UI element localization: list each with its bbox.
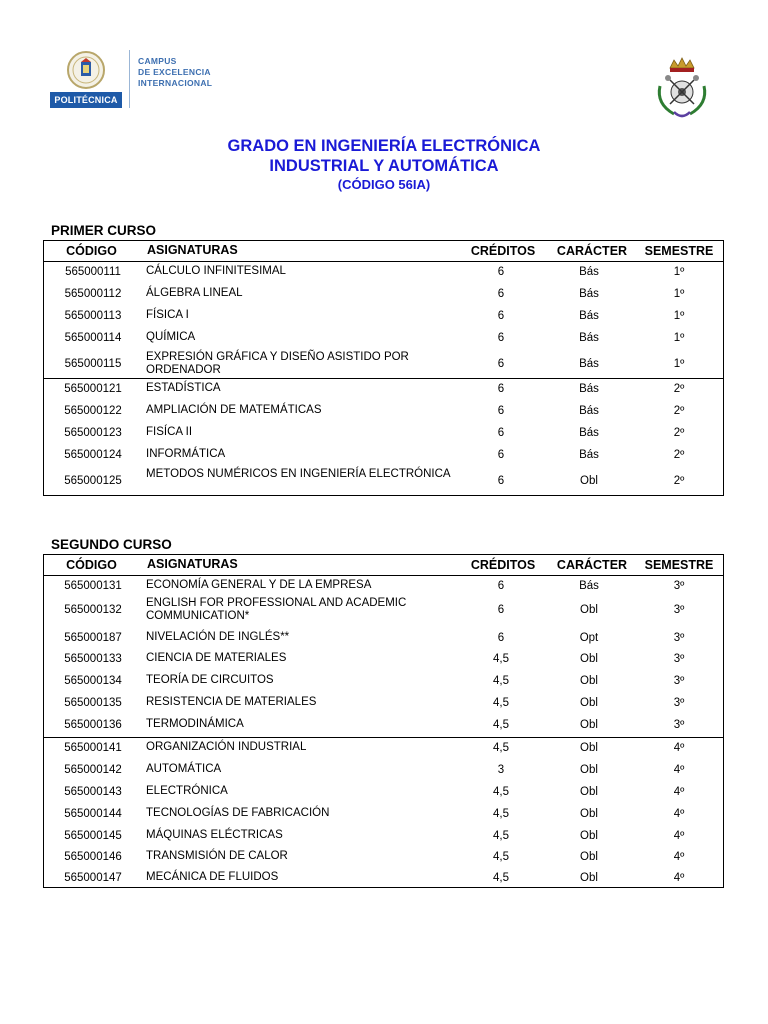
subject-name: MECÁNICA DE FLUIDOS bbox=[146, 871, 279, 883]
subject-type: Obl bbox=[580, 851, 598, 863]
subject-code: 565000146 bbox=[64, 851, 122, 863]
school-crest-icon bbox=[650, 56, 714, 122]
subject-credits: 6 bbox=[497, 449, 505, 461]
subject-credits: 4,5 bbox=[493, 786, 509, 798]
section-title-first-year: PRIMER CURSO bbox=[51, 223, 157, 238]
subject-type: Bás bbox=[579, 427, 599, 439]
subject-code: 565000132 bbox=[64, 604, 122, 616]
subject-code: 565000124 bbox=[64, 449, 122, 461]
table-row bbox=[44, 423, 723, 445]
subject-name: FÍSICA I bbox=[146, 309, 189, 321]
subject-semester: 4º bbox=[673, 872, 685, 884]
subject-credits: 6 bbox=[497, 383, 505, 395]
subject-semester: 2º bbox=[673, 475, 685, 487]
campus-line: DE EXCELENCIA bbox=[138, 67, 211, 77]
subject-type: Bás bbox=[579, 266, 599, 278]
subject-credits: 4,5 bbox=[493, 851, 509, 863]
subject-semester: 2º bbox=[673, 383, 685, 395]
subject-name: RESISTENCIA DE MATERIALES bbox=[146, 696, 317, 708]
subject-name: TECNOLOGÍAS DE FABRICACIÓN bbox=[146, 807, 330, 819]
subject-type: Bás bbox=[579, 358, 599, 370]
subject-credits: 6 bbox=[497, 427, 505, 439]
subject-semester: 1º bbox=[673, 288, 685, 300]
table-row bbox=[44, 596, 723, 628]
column-header-semester: SEMESTRE bbox=[644, 558, 714, 572]
column-header-subject: ASIGNATURAS bbox=[147, 557, 238, 571]
column-header-credits: CRÉDITOS bbox=[470, 558, 536, 572]
table-row bbox=[44, 328, 723, 350]
table-row bbox=[44, 401, 723, 423]
column-header-semester: SEMESTRE bbox=[644, 244, 714, 258]
table-row bbox=[44, 826, 723, 847]
subject-code: 565000114 bbox=[64, 332, 122, 344]
subject-name: CIENCIA DE MATERIALES bbox=[146, 652, 287, 664]
upm-label: POLITÉCNICA bbox=[50, 92, 122, 108]
upm-logo bbox=[50, 50, 122, 108]
subject-code: 565000147 bbox=[64, 872, 122, 884]
subject-type: Obl bbox=[580, 604, 598, 616]
subject-credits: 6 bbox=[497, 580, 505, 592]
table-row bbox=[44, 445, 723, 467]
subject-type: Obl bbox=[580, 697, 598, 709]
subject-semester: 2º bbox=[673, 405, 685, 417]
subject-credits: 4,5 bbox=[493, 697, 509, 709]
subject-semester: 2º bbox=[673, 449, 685, 461]
subject-semester: 1º bbox=[673, 358, 685, 370]
subject-credits: 6 bbox=[497, 475, 505, 487]
subject-name: CÁLCULO INFINITESIMAL bbox=[146, 265, 286, 277]
table-header bbox=[44, 241, 723, 262]
subject-name: ORGANIZACIÓN INDUSTRIAL bbox=[146, 741, 307, 753]
subject-type: Bás bbox=[579, 288, 599, 300]
column-header-type: CARÁCTER bbox=[556, 558, 628, 572]
table-header bbox=[44, 555, 723, 576]
subject-credits: 6 bbox=[497, 358, 505, 370]
subject-type: Bás bbox=[579, 580, 599, 592]
subject-credits: 6 bbox=[497, 604, 505, 616]
subject-semester: 1º bbox=[673, 332, 685, 344]
subject-semester: 3º bbox=[673, 719, 685, 731]
subject-code: 565000133 bbox=[64, 653, 122, 665]
table-row bbox=[44, 350, 723, 378]
subject-semester: 3º bbox=[673, 580, 685, 592]
subject-semester: 3º bbox=[673, 653, 685, 665]
table-row bbox=[44, 715, 723, 737]
subject-credits: 6 bbox=[497, 266, 505, 278]
subject-semester: 3º bbox=[673, 697, 685, 709]
subject-code: 565000187 bbox=[64, 632, 122, 644]
subject-type: Obl bbox=[580, 808, 598, 820]
table-row bbox=[44, 467, 723, 495]
table-row bbox=[44, 649, 723, 671]
subject-code: 565000122 bbox=[64, 405, 122, 417]
subject-type: Bás bbox=[579, 332, 599, 344]
campus-line: CAMPUS bbox=[138, 56, 177, 66]
subject-name: FISÍCA II bbox=[146, 426, 193, 438]
subject-name: ESTADÍSTICA bbox=[146, 382, 221, 394]
campus-logo-text bbox=[138, 56, 248, 89]
subject-code: 565000145 bbox=[64, 830, 122, 842]
subject-credits: 4,5 bbox=[493, 719, 509, 731]
second-year-table bbox=[43, 554, 724, 888]
subject-type: Obl bbox=[580, 872, 598, 884]
subject-name: TEORÍA DE CIRCUITOS bbox=[146, 674, 274, 686]
subject-code: 565000121 bbox=[64, 383, 122, 395]
subject-type: Obl bbox=[580, 653, 598, 665]
subject-semester: 4º bbox=[673, 808, 685, 820]
subject-name: INFORMÁTICA bbox=[146, 448, 226, 460]
subject-credits: 4,5 bbox=[493, 675, 509, 687]
subject-type: Obl bbox=[580, 475, 598, 487]
subject-code: 565000113 bbox=[64, 310, 122, 322]
subject-code: 565000131 bbox=[64, 580, 122, 592]
table-row bbox=[44, 737, 723, 760]
subject-code: 565000125 bbox=[64, 475, 122, 487]
upm-seal-icon bbox=[66, 50, 106, 90]
subject-code: 565000123 bbox=[64, 427, 122, 439]
table-row bbox=[44, 576, 723, 596]
subject-type: Opt bbox=[579, 632, 599, 644]
subject-name: TRANSMISIÓN DE CALOR bbox=[146, 850, 288, 862]
column-header-type: CARÁCTER bbox=[556, 244, 628, 258]
subject-code: 565000141 bbox=[64, 742, 122, 754]
table-row bbox=[44, 804, 723, 826]
subject-credits: 6 bbox=[497, 332, 505, 344]
subject-name: AUTOMÁTICA bbox=[146, 763, 222, 775]
table-row bbox=[44, 847, 723, 868]
degree-title-line2: INDUSTRIAL Y AUTOMÁTICA bbox=[269, 157, 499, 175]
subject-credits: 4,5 bbox=[493, 830, 509, 842]
subject-name: QUÍMICA bbox=[146, 331, 196, 343]
subject-semester: 4º bbox=[673, 764, 685, 776]
subject-code: 565000136 bbox=[64, 719, 122, 731]
subject-name: METODOS NUMÉRICOS EN INGENIERÍA ELECTRÓNICA bbox=[146, 468, 451, 480]
subject-credits: 6 bbox=[497, 288, 505, 300]
subject-name: ECONOMÍA GENERAL Y DE LA EMPRESA bbox=[146, 579, 372, 591]
first-year-table bbox=[43, 240, 724, 496]
subject-semester: 4º bbox=[673, 786, 685, 798]
subject-code: 565000144 bbox=[64, 808, 122, 820]
subject-name: MÁQUINAS ELÉCTRICAS bbox=[146, 829, 283, 841]
subject-type: Obl bbox=[580, 742, 598, 754]
subject-credits: 6 bbox=[497, 632, 505, 644]
subject-type: Obl bbox=[580, 675, 598, 687]
column-header-credits: CRÉDITOS bbox=[470, 244, 536, 258]
table-row bbox=[44, 262, 723, 284]
subject-name: EXPRESIÓN GRÁFICA Y DISEÑO ASISTIDO POR ORDENADOR bbox=[146, 351, 409, 376]
subject-name: NIVELACIÓN DE INGLÉS** bbox=[146, 631, 290, 643]
table-row bbox=[44, 628, 723, 649]
subject-name: ELECTRÓNICA bbox=[146, 785, 228, 797]
subject-code: 565000134 bbox=[64, 675, 122, 687]
table-row bbox=[44, 306, 723, 328]
subject-semester: 3º bbox=[673, 632, 685, 644]
subject-type: Bás bbox=[579, 383, 599, 395]
subject-semester: 4º bbox=[673, 742, 685, 754]
subject-code: 565000115 bbox=[64, 358, 122, 370]
subject-code: 565000135 bbox=[64, 697, 122, 709]
subject-type: Bás bbox=[579, 449, 599, 461]
column-header-code: CÓDIGO bbox=[66, 558, 117, 572]
subject-name: ENGLISH FOR PROFESSIONAL AND ACADEMIC COMMUNICATION* bbox=[146, 597, 407, 622]
table-row bbox=[44, 693, 723, 715]
subject-type: Obl bbox=[580, 719, 598, 731]
subject-code: 565000143 bbox=[64, 786, 122, 798]
subject-semester: 1º bbox=[673, 266, 685, 278]
degree-title-line1: GRADO EN INGENIERÍA ELECTRÓNICA bbox=[227, 137, 541, 155]
table-row bbox=[44, 284, 723, 306]
table-row bbox=[44, 378, 723, 401]
subject-semester: 4º bbox=[673, 830, 685, 842]
table-row bbox=[44, 868, 723, 889]
subject-semester: 2º bbox=[673, 427, 685, 439]
subject-credits: 4,5 bbox=[493, 872, 509, 884]
subject-credits: 4,5 bbox=[493, 653, 509, 665]
degree-code: (CÓDIGO 56IA) bbox=[337, 177, 431, 192]
subject-name: TERMODINÁMICA bbox=[146, 718, 244, 730]
subject-name: AMPLIACIÓN DE MATEMÁTICAS bbox=[146, 404, 322, 416]
section-title-second-year: SEGUNDO CURSO bbox=[51, 537, 172, 552]
subject-semester: 3º bbox=[673, 675, 685, 687]
table-row bbox=[44, 782, 723, 804]
campus-divider bbox=[129, 50, 130, 108]
subject-credits: 4,5 bbox=[493, 742, 509, 754]
subject-credits: 6 bbox=[497, 405, 505, 417]
subject-code: 565000112 bbox=[64, 288, 122, 300]
subject-code: 565000142 bbox=[64, 764, 122, 776]
subject-credits: 4,5 bbox=[493, 808, 509, 820]
subject-credits: 3 bbox=[497, 764, 505, 776]
subject-semester: 4º bbox=[673, 851, 685, 863]
campus-line: INTERNACIONAL bbox=[138, 78, 213, 88]
subject-semester: 1º bbox=[673, 310, 685, 322]
column-header-code: CÓDIGO bbox=[66, 244, 117, 258]
subject-type: Bás bbox=[579, 310, 599, 322]
subject-type: Obl bbox=[580, 830, 598, 842]
subject-name: ÁLGEBRA LINEAL bbox=[146, 287, 243, 299]
subject-type: Bás bbox=[579, 405, 599, 417]
subject-semester: 3º bbox=[673, 604, 685, 616]
column-header-subject: ASIGNATURAS bbox=[147, 243, 238, 257]
subject-type: Obl bbox=[580, 786, 598, 798]
subject-type: Obl bbox=[580, 764, 598, 776]
subject-code: 565000111 bbox=[65, 266, 121, 278]
subject-credits: 6 bbox=[497, 310, 505, 322]
table-row bbox=[44, 760, 723, 782]
table-row bbox=[44, 671, 723, 693]
